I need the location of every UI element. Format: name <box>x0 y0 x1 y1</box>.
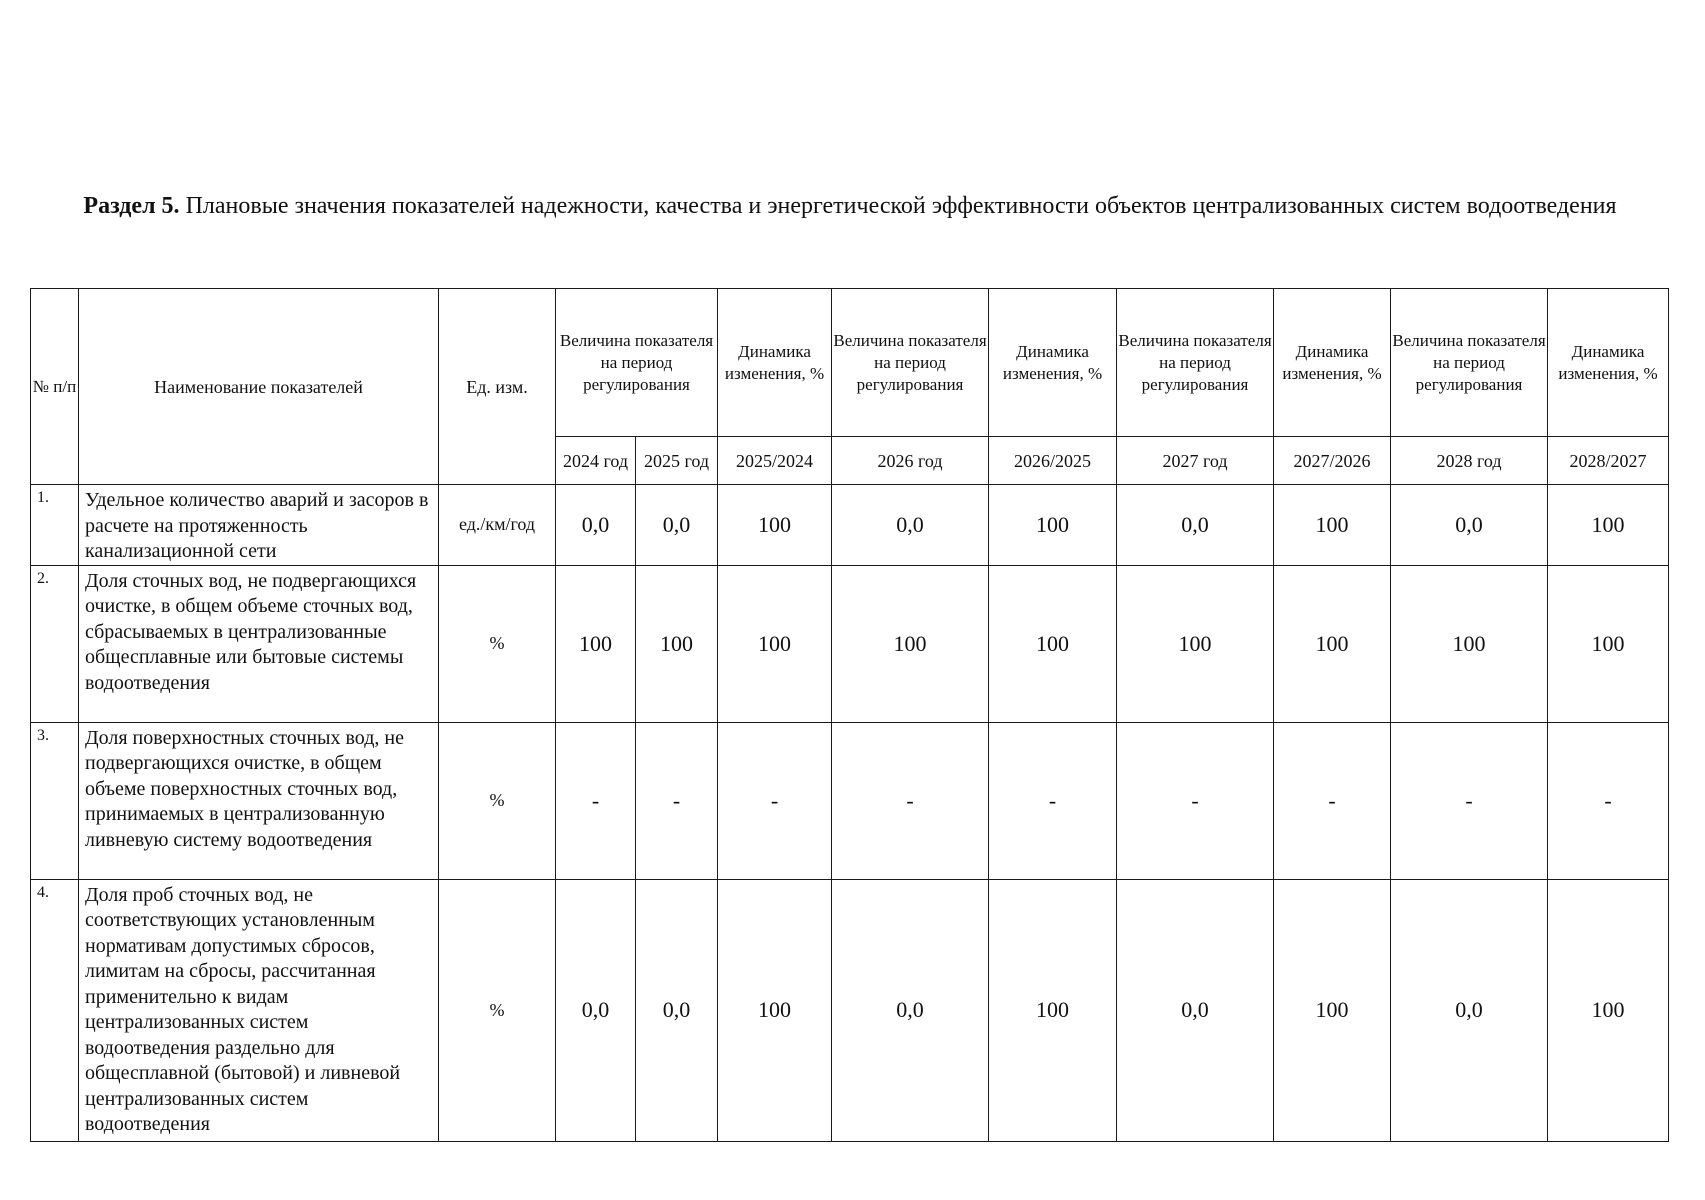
value-cell: 100 <box>989 879 1117 1141</box>
header-year: 2026 год <box>832 437 989 485</box>
header-dynamics: Динамика изменения, % <box>718 289 832 437</box>
value-cell: 100 <box>636 565 718 722</box>
page-title <box>40 189 1660 223</box>
header-year: 2026/2025 <box>989 437 1117 485</box>
header-value-period: Величина показателя на период регулирования <box>1391 289 1548 437</box>
value-cell: 0,0 <box>636 485 718 566</box>
value-cell: 0,0 <box>636 879 718 1141</box>
indicator-name: Удельное количество аварий и засоров в расчете на протяженность канализационной сети <box>79 485 439 566</box>
value-cell: 100 <box>718 485 832 566</box>
header-num: № п/п <box>31 289 79 485</box>
value-cell: 0,0 <box>1391 485 1548 566</box>
header-year: 2028 год <box>1391 437 1548 485</box>
header-value-period: Величина показателя на период регулирования <box>1117 289 1274 437</box>
value-cell: - <box>1391 722 1548 879</box>
section-title: Плановые значения показателей надежности, качества и энергетической эффективности объектов централизованных систем водоотведения <box>185 193 1617 219</box>
table-row <box>31 565 1669 722</box>
header-year: 2025 год <box>636 437 718 485</box>
table-row <box>31 879 1669 1141</box>
header-dynamics: Динамика изменения, % <box>1274 289 1391 437</box>
header-year: 2024 год <box>556 437 636 485</box>
value-cell: - <box>718 722 832 879</box>
unit-cell: ед./км/год <box>439 485 556 566</box>
table-row <box>31 485 1669 566</box>
unit-cell: % <box>439 722 556 879</box>
value-cell: 0,0 <box>1117 485 1274 566</box>
value-cell: 100 <box>1117 565 1274 722</box>
header-year: 2027/2026 <box>1274 437 1391 485</box>
header-dynamics: Динамика изменения, % <box>989 289 1117 437</box>
value-cell: 100 <box>718 565 832 722</box>
value-cell: 0,0 <box>1391 879 1548 1141</box>
header-year: 2027 год <box>1117 437 1274 485</box>
header-year: 2028/2027 <box>1548 437 1669 485</box>
value-cell: 100 <box>1391 565 1548 722</box>
value-cell: 0,0 <box>1117 879 1274 1141</box>
header-value-period: Величина показателя на период регулирования <box>832 289 989 437</box>
value-cell: 100 <box>1548 879 1669 1141</box>
unit-cell: % <box>439 879 556 1141</box>
value-cell: - <box>989 722 1117 879</box>
value-cell: 100 <box>1548 565 1669 722</box>
value-cell: 100 <box>989 485 1117 566</box>
value-cell: 0,0 <box>556 485 636 566</box>
value-cell: - <box>832 722 989 879</box>
section-label: Раздел 5. <box>83 193 180 219</box>
header-name: Наименование показателей <box>79 289 439 485</box>
value-cell: 100 <box>832 565 989 722</box>
value-cell: - <box>1274 722 1391 879</box>
header-dynamics: Динамика изменения, % <box>1548 289 1669 437</box>
value-cell: 100 <box>718 879 832 1141</box>
value-cell: 100 <box>1274 485 1391 566</box>
value-cell: - <box>556 722 636 879</box>
indicator-name: Доля сточных вод, не подвергающихся очистке, в общем объеме сточных вод, сбрасываемых в централизованные общесплавные или бытовые системы водоотведения <box>79 565 439 722</box>
table-row <box>31 722 1669 879</box>
header-unit: Ед. изм. <box>439 289 556 485</box>
indicators-table <box>30 288 1669 1142</box>
row-number: 1. <box>31 485 79 566</box>
indicator-name: Доля поверхностных сточных вод, не подвергающихся очистке, в общем объеме поверхностных сточных вод, принимаемых в централизованную ливневую систему водоотведения <box>79 722 439 879</box>
value-cell: 100 <box>556 565 636 722</box>
value-cell: 100 <box>1274 879 1391 1141</box>
value-cell: 0,0 <box>556 879 636 1141</box>
header-value-period: Величина показателя на период регулирования <box>556 289 718 437</box>
value-cell: 100 <box>989 565 1117 722</box>
row-number: 3. <box>31 722 79 879</box>
value-cell: 100 <box>1548 485 1669 566</box>
value-cell: 0,0 <box>832 485 989 566</box>
value-cell: - <box>1117 722 1274 879</box>
value-cell: - <box>1548 722 1669 879</box>
header-year: 2025/2024 <box>718 437 832 485</box>
value-cell: 0,0 <box>832 879 989 1141</box>
header-row-main <box>31 289 1669 437</box>
indicator-name: Доля проб сточных вод, не соответствующих установленным нормативам допустимых сбросов, лимитам на сбросы, рассчитанная применительно к видам централизованных систем водоотведения раздельно для общесплавной (бытовой) и ливневой централизованных систем водоотведения <box>79 879 439 1141</box>
row-number: 2. <box>31 565 79 722</box>
value-cell: - <box>636 722 718 879</box>
unit-cell: % <box>439 565 556 722</box>
row-number: 4. <box>31 879 79 1141</box>
value-cell: 100 <box>1274 565 1391 722</box>
